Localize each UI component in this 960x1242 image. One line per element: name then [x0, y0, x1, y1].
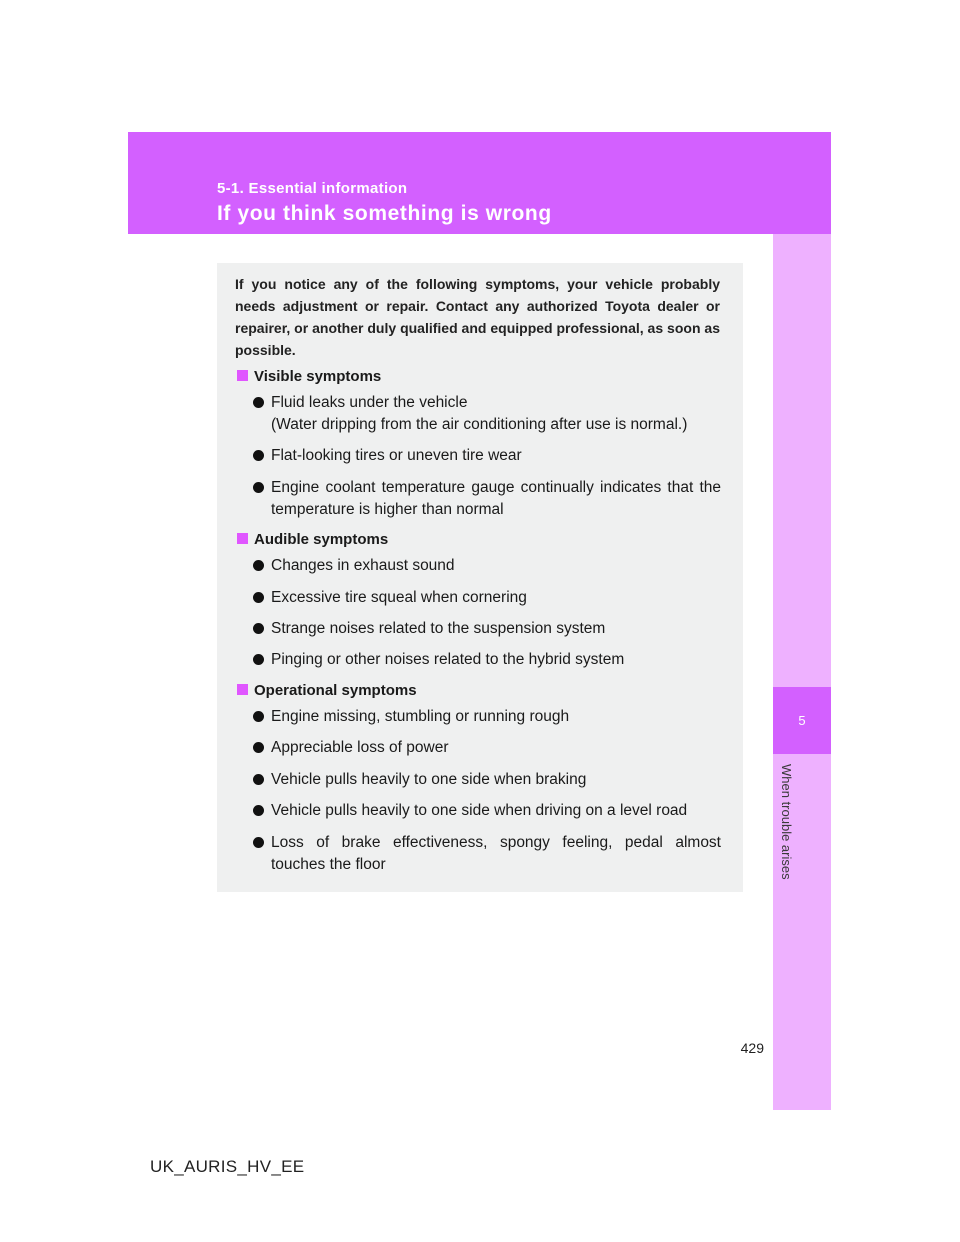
list-item — [253, 800, 721, 822]
round-bullet-icon — [253, 805, 264, 816]
item-text: Excessive tire squeal when cornering — [271, 589, 527, 606]
list-item — [253, 618, 721, 640]
square-bullet-icon — [237, 533, 248, 544]
symptoms-content-box — [217, 263, 743, 892]
page-number: 429 — [740, 1040, 764, 1056]
round-bullet-icon — [253, 742, 264, 753]
section-heading-audible — [237, 531, 388, 548]
item-text: Strange noises related to the suspension system — [271, 620, 606, 637]
item-text: Flat-looking tires or uneven tire wear — [271, 447, 522, 464]
item-note: (Water dripping from the air conditioning after use is normal.) — [271, 416, 688, 433]
list-item — [253, 737, 721, 759]
square-bullet-icon — [237, 370, 248, 381]
section-label: 5-1. Essential information — [217, 180, 408, 197]
round-bullet-icon — [253, 450, 264, 461]
list-item — [253, 649, 721, 671]
list-item — [253, 477, 721, 521]
item-text: Engine coolant temperature gauge continually indicates that the temperature is higher than normal — [271, 479, 721, 518]
chapter-title: When trouble arises — [779, 764, 794, 880]
list-item — [253, 832, 721, 876]
chapter-side-tab — [773, 234, 831, 1110]
item-text: Vehicle pulls heavily to one side when braking — [271, 771, 587, 788]
list-item — [253, 706, 721, 728]
item-text: Changes in exhaust sound — [271, 557, 455, 574]
round-bullet-icon — [253, 711, 264, 722]
round-bullet-icon — [253, 560, 264, 571]
list-item — [253, 392, 721, 436]
round-bullet-icon — [253, 837, 264, 848]
item-text: Pinging or other noises related to the hybrid system — [271, 651, 625, 668]
list-item — [253, 587, 721, 609]
round-bullet-icon — [253, 623, 264, 634]
header-band — [128, 132, 831, 234]
list-item — [253, 555, 721, 577]
item-text: Fluid leaks under the vehicle — [271, 394, 468, 411]
list-item — [253, 769, 721, 791]
page-title: If you think something is wrong — [217, 202, 552, 225]
item-text: Appreciable loss of power — [271, 739, 449, 756]
round-bullet-icon — [253, 592, 264, 603]
item-text: Vehicle pulls heavily to one side when driving on a level road — [271, 802, 688, 819]
round-bullet-icon — [253, 482, 264, 493]
square-bullet-icon — [237, 684, 248, 695]
section-heading-operational — [237, 682, 417, 699]
chapter-number: 5 — [798, 713, 806, 728]
document-code: UK_AURIS_HV_EE — [150, 1157, 305, 1176]
heading-label: Visible symptoms — [254, 368, 382, 385]
intro-paragraph: If you notice any of the following symptoms, your vehicle probably needs adjustment or repair. Contact any authorized Toyota dealer or repairer, or another duly qualified and equipped professional, as soon as possible. — [235, 276, 720, 358]
item-text: Loss of brake effectiveness, spongy feeling, pedal almost touches the floor — [271, 834, 721, 873]
round-bullet-icon — [253, 654, 264, 665]
section-heading-visible — [237, 368, 381, 385]
heading-label: Operational symptoms — [254, 682, 417, 699]
heading-label: Audible symptoms — [254, 531, 389, 548]
item-text: Engine missing, stumbling or running rough — [271, 708, 570, 725]
list-item — [253, 445, 721, 467]
chapter-number-box — [773, 687, 831, 754]
round-bullet-icon — [253, 774, 264, 785]
round-bullet-icon — [253, 397, 264, 408]
